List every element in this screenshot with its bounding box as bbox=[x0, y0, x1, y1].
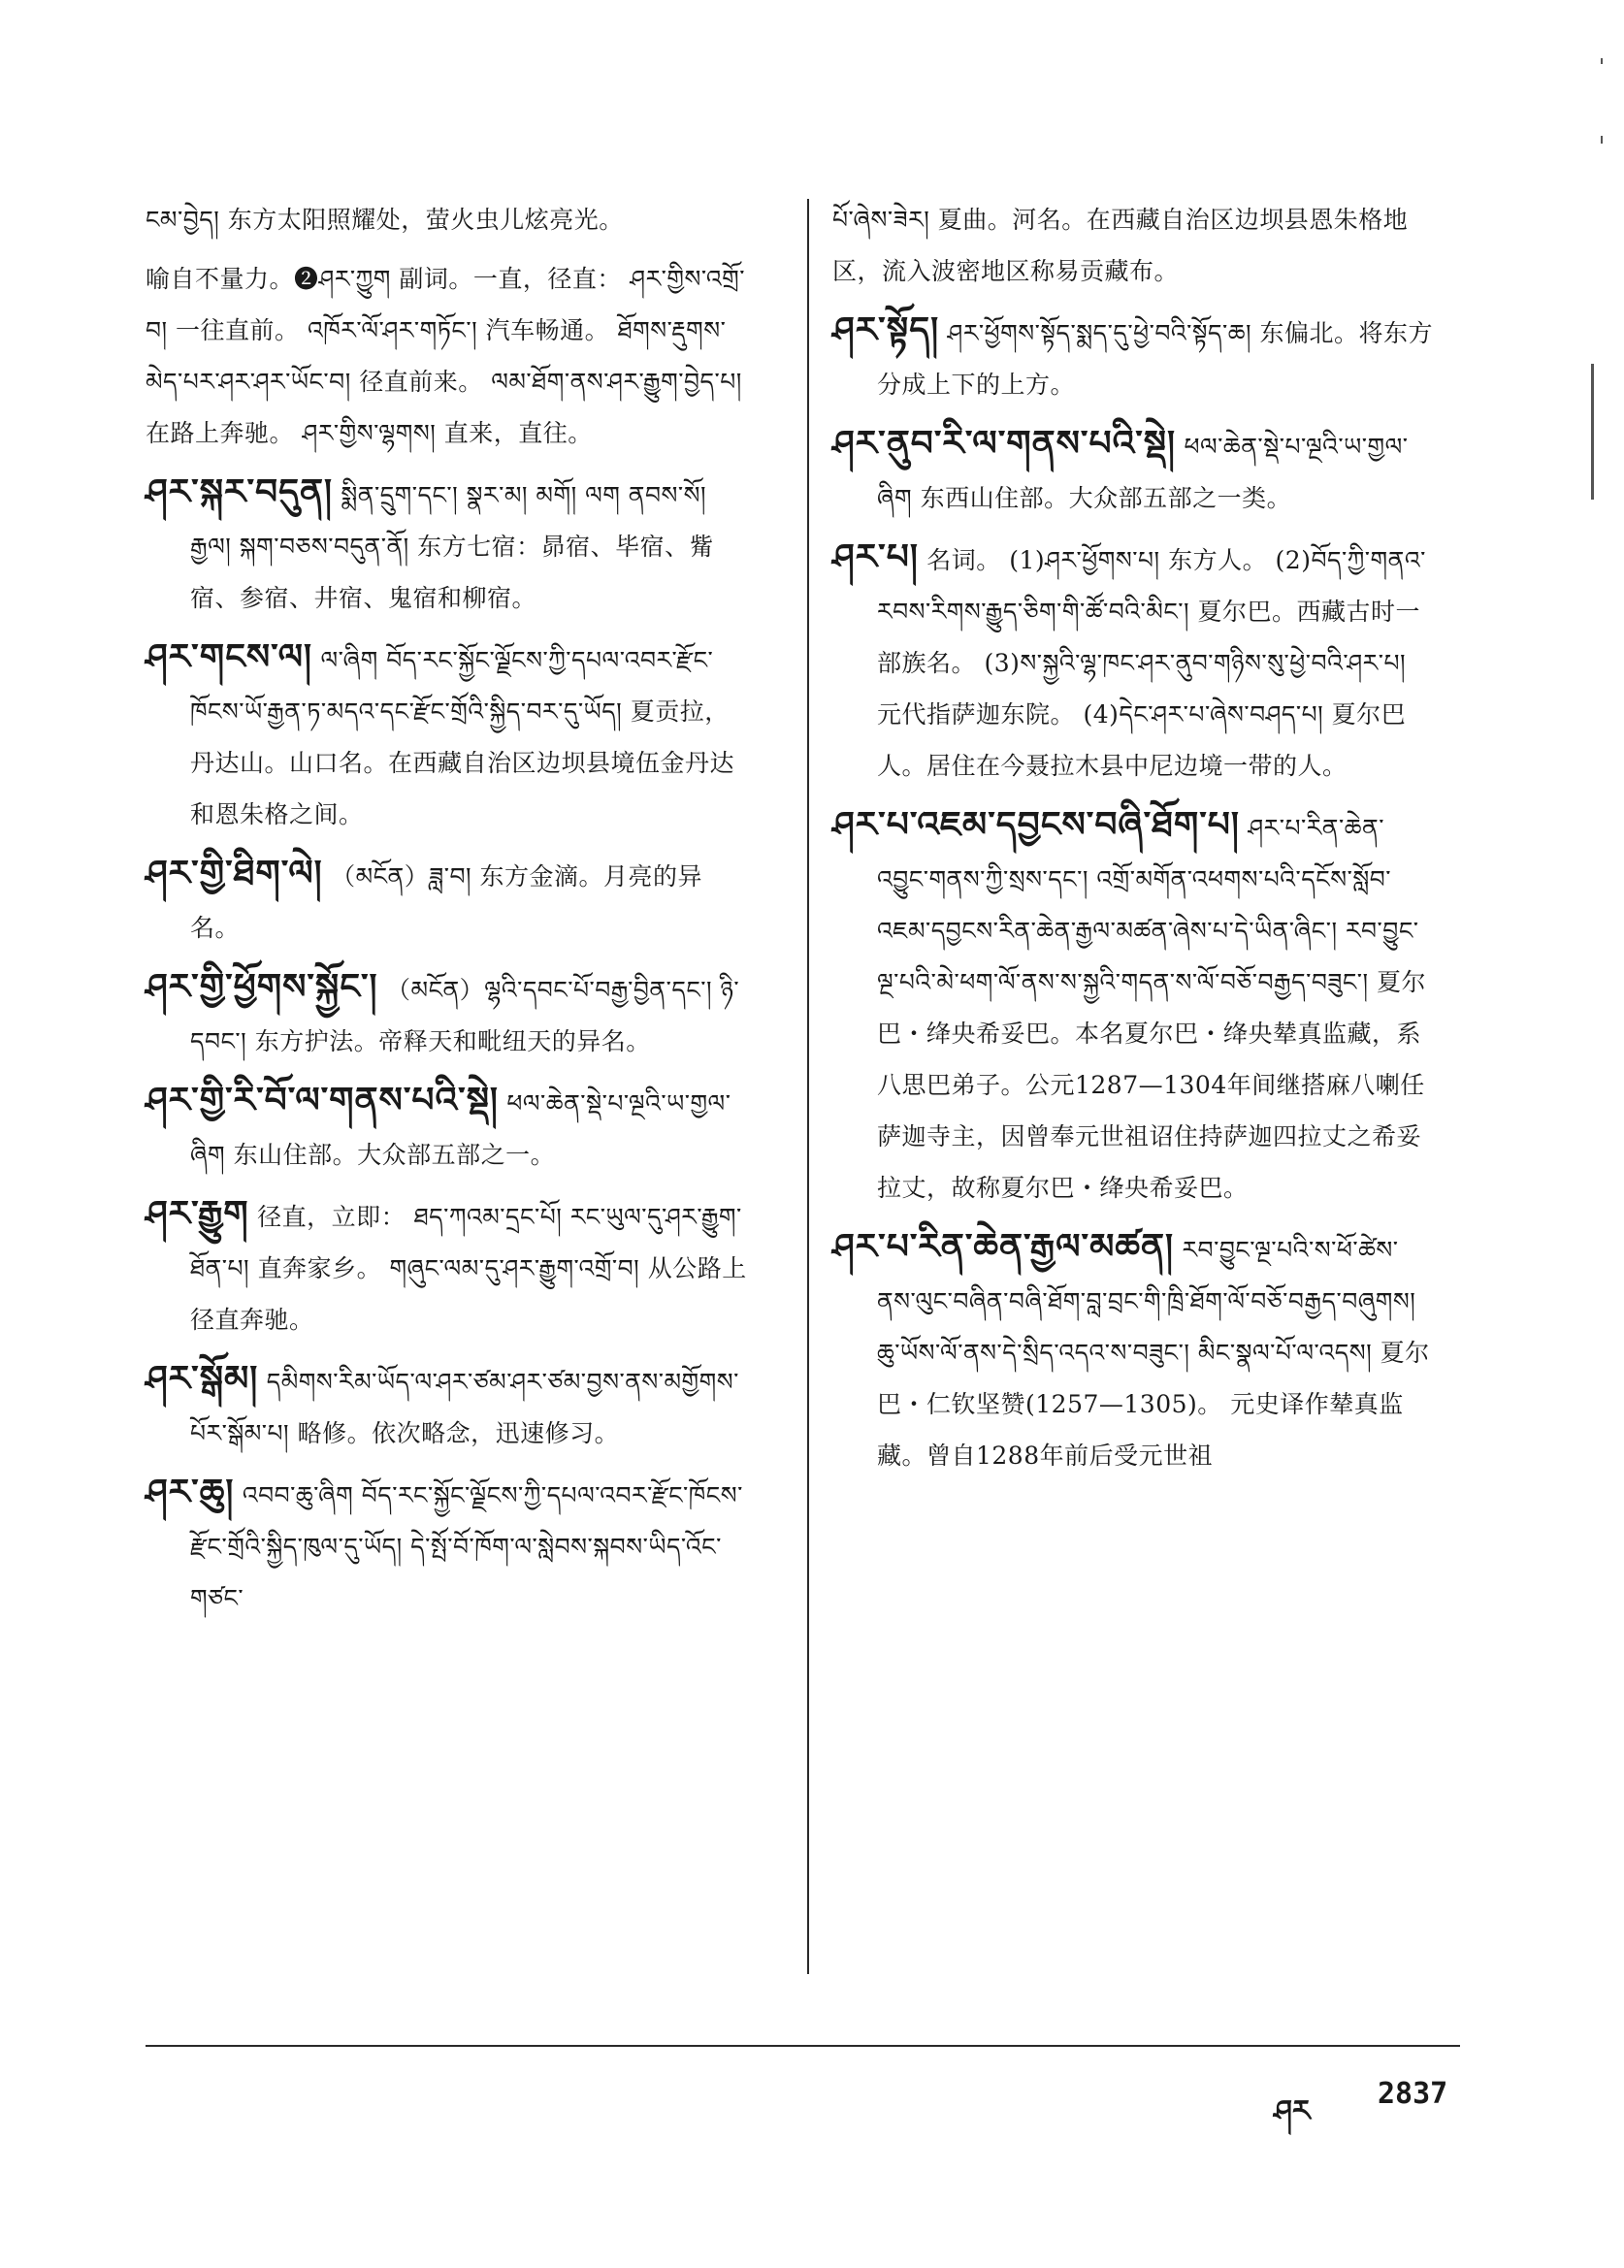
tibetan-definition: ཕལ་ཆེན་སྡེ་པ་ལྔའི་ཡ་གྱལ་ཞིག bbox=[877, 433, 1409, 512]
chinese-definition: 名词。 bbox=[926, 546, 1001, 574]
chinese-definition: 东西山住部。大众部五部之一类。 bbox=[920, 484, 1292, 512]
tibetan-definition: ལ་ཞིག བོད་རང་སྐྱོང་ལྗོངས་ཀྱི་དཔལ་འབར་རྫོང་ཁོངས་ཡོ་རྒྱན་ཏ་མདའ་དང་རྫོང་གྲོའི་སྐྱིད་བར་དུ་ཡོད། bbox=[190, 646, 714, 726]
chinese-definition: 东方七宿：昴宿、毕宿、觜宿、参宿、井宿、鬼宿和柳宿。 bbox=[190, 533, 715, 612]
tibetan-text: ཤར་ཀྱུག bbox=[318, 265, 391, 293]
dictionary-entry bbox=[146, 848, 747, 954]
headword: ཤར་པ། bbox=[832, 536, 919, 577]
tibetan-definition: ཤར་པ་རིན་ཆེན་འབྱུང་གནས་ཀྱི་སྲས་དང་། འགྲོ་མགོན་འཕགས་པའི་དངོས་སློབ་འཇམ་དབྱངས་རིན་ཆེན་རྒྱལ་མཚན་ཞེས་པ་དེ་ཡིན་ཞིང་། རབ་བྱུང་ལྔ་པའི་མེ་ཕག་ལོ་ནས་ས་སྐྱའི་གདན་ས་ལོ་བཅོ་བརྒྱད་བཟུང་། bbox=[877, 814, 1419, 996]
tibetan-definition: （མངོན）ཟླ་བ། bbox=[331, 862, 472, 891]
chinese-definition: 东方金滴。月亮的异名。 bbox=[190, 862, 702, 942]
dictionary-entry bbox=[146, 1467, 747, 1624]
continuation-paragraph bbox=[832, 194, 1434, 297]
tibetan-definition: （མངོན）ལྷའི་དབང་པོ་བརྒྱ་བྱིན་དང་། ཉི་དབང་། bbox=[190, 976, 740, 1055]
headword: ཤར་སྒོམ། bbox=[146, 1358, 259, 1399]
chinese-definition: 东方护法。帝释天和毗纽天的异名。 bbox=[254, 1027, 651, 1055]
chinese-definition: 夏贡拉，丹达山。山口名。在西藏自治区边坝县境伍金丹达和恩朱格之间。 bbox=[190, 697, 735, 828]
chinese-text: 夏曲。河名。在西藏自治区边坝县恩朱格地区，流入波密地区称易贡藏布。 bbox=[832, 206, 1409, 285]
scan-edge-mark bbox=[1601, 136, 1603, 144]
tibetan-text: འཁོར་ལོ་ཤར་གཏོང་། bbox=[308, 316, 478, 344]
tibetan-definition: སྨིན་དྲུག་དང་། སྣར་མ། མགོ། ལག ནབས་སོ། རྒྱལ། སྐག་བཅས་བདུན་ནོ། bbox=[190, 481, 707, 561]
headword: ཤར་ནུབ་རི་ལ་གནས་པའི་སྡེ། bbox=[832, 423, 1177, 464]
headword: ཤར་སྟོད། bbox=[832, 309, 940, 350]
running-headword: ཤར bbox=[1274, 2094, 1311, 2128]
chinese-definition: 夏尔巴。西藏古时一部族名。 bbox=[877, 598, 1421, 677]
chinese-definition: 元代指萨迦东院。 bbox=[877, 700, 1076, 729]
page-number: 2837 bbox=[1378, 2077, 1448, 2111]
tibetan-definition: ཤར་ཕྱོགས་སྟོད་སྨད་དུ་ཕྱེ་བའི་སྟོད་ཆ། bbox=[947, 319, 1252, 347]
footer-rule bbox=[146, 2045, 1460, 2047]
tibetan-definition: དེང་ཤར་པ་ཞེས་བཤད་པ། bbox=[1119, 700, 1324, 729]
chinese-definition: 元史译作辇真监藏。曾自1288年前后受元世祖 bbox=[877, 1390, 1404, 1470]
sense-number: (4) bbox=[1083, 700, 1120, 729]
column-divider bbox=[807, 199, 809, 1974]
chinese-text: 一往直前。 bbox=[176, 316, 300, 344]
left-column bbox=[146, 194, 747, 1632]
dictionary-entry bbox=[146, 1075, 747, 1181]
dictionary-entry bbox=[832, 799, 1434, 1214]
headword: ཤར་པ་རིན་ཆེན་རྒྱལ་མཚན། bbox=[832, 1226, 1175, 1267]
dictionary-entry bbox=[832, 305, 1434, 410]
sense-number: (1) bbox=[1009, 546, 1046, 574]
tibetan-definition: ཤར་ཕྱོགས་པ། bbox=[1045, 546, 1160, 574]
dictionary-entry bbox=[146, 467, 747, 624]
headword: ཤར་གངས་ལ། bbox=[146, 636, 313, 677]
tibetan-definition: བོད་ཀྱི་གནའ་རབས་རིགས་རྒྱུད་ཅིག་གི་ཚོ་བའི་མིང་། bbox=[877, 546, 1426, 626]
chinese-definition: 直奔家乡。 bbox=[257, 1254, 382, 1282]
chinese-definition: 径直，立即： bbox=[257, 1203, 406, 1231]
dictionary-entry bbox=[146, 632, 747, 840]
dictionary-entry bbox=[832, 1221, 1434, 1481]
tibetan-text: ལམ་ཐོག་ནས་ཤར་རྒྱུག་བྱེད་པ། bbox=[491, 368, 742, 396]
chinese-definition: 夏尔巴・仁钦坚赞(1257—1305)。 bbox=[877, 1339, 1430, 1418]
tibetan-definition: ཐད་ཀའམ་དྲང་པོ། རང་ཡུལ་དུ་ཤར་རྒྱུག་ཐོན་པ། bbox=[190, 1203, 742, 1282]
tibetan-definition: གཞུང་ལམ་དུ་ཤར་རྒྱུག་འགྲོ་བ། bbox=[389, 1254, 640, 1282]
dictionary-entry bbox=[832, 532, 1434, 792]
tibetan-definition: ཕལ་ཆེན་སྡེ་པ་ལྔའི་ཡ་གྱལ་ཞིག bbox=[190, 1089, 731, 1169]
headword: ཤར་གྱི་ཐིག་ལེ། bbox=[146, 853, 323, 893]
tibetan-definition: འབབ་ཆུ་ཞིག བོད་རང་སྐྱོང་ལྗོངས་ཀྱི་དཔལ་འབར་རྫོང་ཁོངས་རྫོང་གྲོའི་སྐྱིད་ཁུལ་དུ་ཡོད། དེ་སྤོ་བོ་ཁོག་ལ་སླེབས་སྐབས་ཡིད་འོང་གཙང་ bbox=[190, 1481, 743, 1612]
chinese-text: 汽车畅通。 bbox=[485, 316, 610, 344]
continuation-paragraph bbox=[146, 194, 747, 245]
headword: ཤར་སྐར་བདུན། bbox=[146, 471, 333, 512]
headword: ཤར་ཆུ། bbox=[146, 1472, 235, 1512]
right-column bbox=[832, 194, 1434, 1489]
headword: ཤར་གྱི་ཕྱོགས་སྐྱོང་། bbox=[146, 966, 378, 1007]
headword: ཤར་རྒྱུག bbox=[146, 1193, 249, 1234]
tibetan-text: ཤར་གྱིས་ལྷགས། bbox=[302, 419, 437, 447]
sense-number: (3) bbox=[984, 649, 1021, 677]
dictionary-entry bbox=[146, 1353, 747, 1459]
tibetan-text: པོ་ཞེས་ཟེར། bbox=[832, 206, 930, 234]
chinese-definition: 东偏北。将东方分成上下的上方。 bbox=[877, 319, 1434, 399]
tibetan-text: ཤར་གྱིས་འགྲོ་བ། bbox=[146, 265, 745, 344]
chinese-text: 径直前来。 bbox=[359, 368, 483, 396]
chinese-definition: 从公路上径直奔驰。 bbox=[190, 1254, 747, 1334]
scan-edge-mark bbox=[1601, 58, 1603, 64]
headword: ཤར་པ་འཇམ་དབྱངས་བཞི་ཐོག་པ། bbox=[832, 804, 1240, 845]
chinese-definition: 夏尔巴人。居住在今聂拉木县中尼边境一带的人。 bbox=[877, 700, 1407, 780]
dictionary-entry bbox=[146, 1188, 747, 1345]
sense-number: ❷ bbox=[294, 265, 319, 293]
chinese-definition: 东山住部。大众部五部之一。 bbox=[233, 1141, 556, 1169]
dictionary-entry bbox=[832, 418, 1434, 524]
sense-number: (2) bbox=[1275, 546, 1312, 574]
chinese-text: 喻自不量力。 bbox=[146, 265, 295, 293]
sense-paragraph bbox=[146, 253, 747, 459]
chinese-text: 在路上奔驰。 bbox=[146, 419, 295, 447]
chinese-definition: 夏尔巴・绛央希妥巴。本名夏尔巴・绛央辇真监藏，系八思巴弟子。公元1287—1304年间继搭麻八喇任萨迦寺主，因曾奉元世祖诏住持萨迦四拉丈之希妥拉丈，故称夏尔巴・绛央希妥巴。 bbox=[877, 968, 1427, 1202]
headword: ཤར་གྱི་རི་བོ་ལ་གནས་པའི་སྡེ། bbox=[146, 1080, 499, 1120]
dictionary-entry bbox=[146, 961, 747, 1067]
chinese-definition: 东方人。 bbox=[1168, 546, 1268, 574]
chinese-definition: 略修。依次略念，迅速修习。 bbox=[297, 1419, 620, 1447]
tibetan-definition: རབ་བྱུང་ལྔ་པའི་ས་ཕོ་ཚེས་ནས་ལུང་བཞིན་བཞི་ཐོག་བླ་བྲང་གི་ཁྲི་ཐོག་ལོ་བཅོ་བརྒྱད་བཞུགས། ཆུ་ཡོས་ལོ་ནས་དེ་སྲིད་འདའ་ས་བཟུང་། མིང་སྣལ་པོ་ལ་འདས། bbox=[877, 1236, 1416, 1367]
chinese-text: 副词。一直，径直： bbox=[399, 265, 622, 293]
tibetan-definition: ས་སྐྱའི་ལྷ་ཁང་ཤར་ནུབ་གཉིས་སུ་ཕྱེ་བའི་ཤར་པ། bbox=[1020, 649, 1407, 677]
tibetan-text: ཐོགས་རྡུགས་མེད་པར་ཤར་ཤར་ཡོང་བ། bbox=[146, 316, 727, 396]
tibetan-text: ངམ་བྱེད། bbox=[146, 206, 220, 234]
scan-edge-mark bbox=[1591, 364, 1594, 500]
chinese-text: 东方太阳照耀处，萤火虫儿炫亮光。 bbox=[227, 206, 624, 234]
chinese-text: 直来，直往。 bbox=[443, 419, 593, 447]
tibetan-definition: དམིགས་རིམ་ཡོད་ལ་ཤར་ཙམ་ཤར་ཙམ་བྱས་ནས་མགྱོགས་པོར་སྒོམ་པ། bbox=[190, 1368, 739, 1447]
